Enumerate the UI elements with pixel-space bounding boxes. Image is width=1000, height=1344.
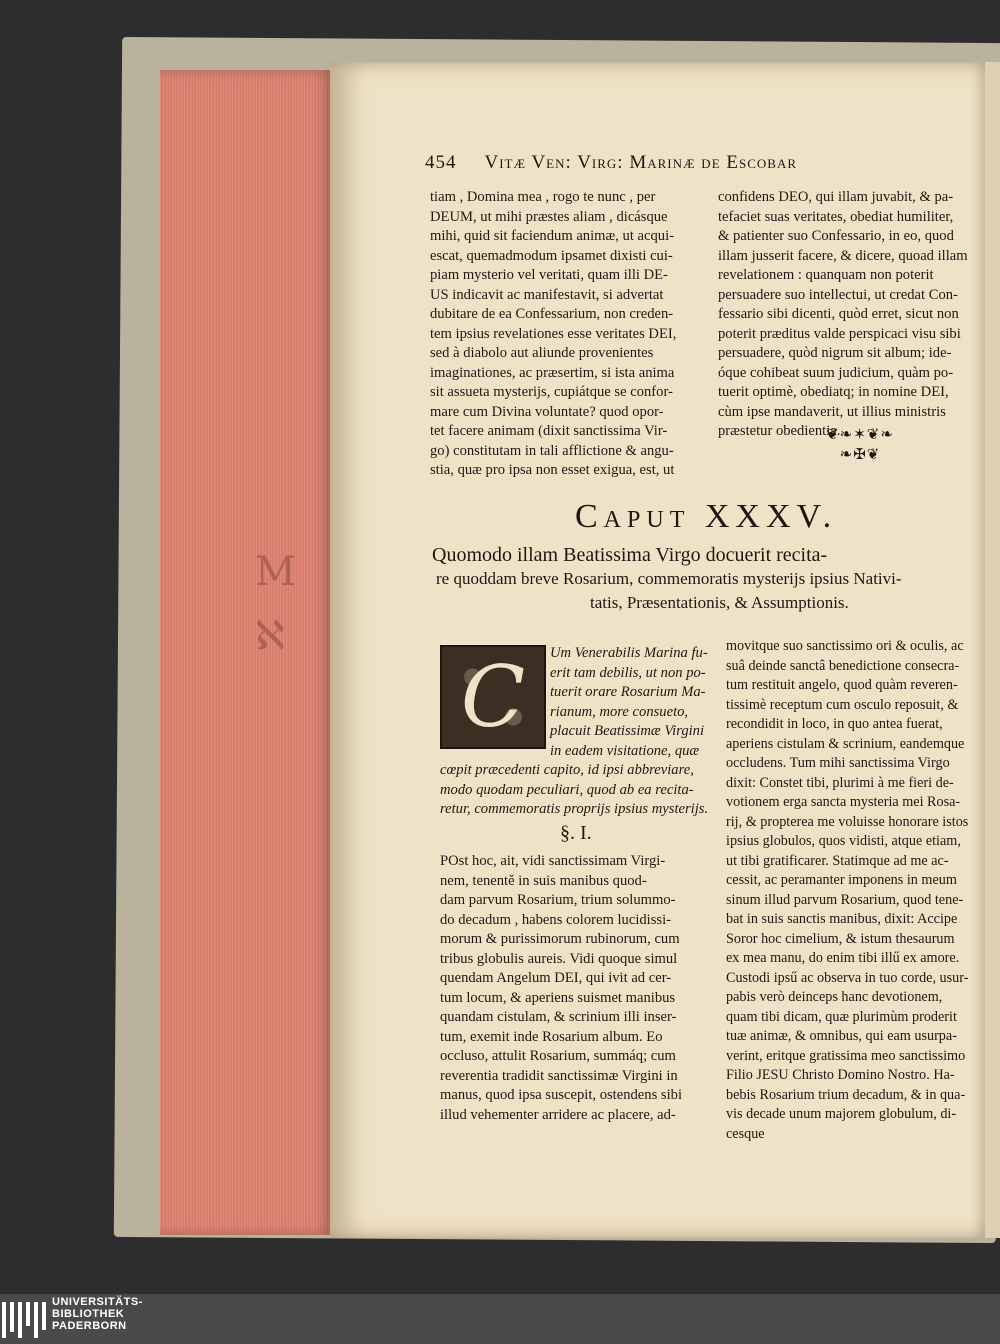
text-line: bebis Rosarium trium decadum, & in qua- [726, 1086, 966, 1103]
text-line: piam mysterio vel veritati, quam illi DE- [430, 267, 668, 283]
text-line: recondidit in loco, in quo antea fuerat, [726, 716, 943, 732]
text-line: tum locum, & aperiens suismet manibus [440, 989, 676, 1006]
bleed-through-marks: M ℵ [255, 549, 296, 659]
text-line: stia, quæ pro ipsa non esset exigua, est, ut [430, 462, 675, 478]
text-line: confidens DEO, qui illam juvabit, & pa- [718, 189, 954, 205]
text-line: verint, eritque gratissima meo sanctissimo [726, 1047, 966, 1064]
text-line: occluso, attulit Rosarium, summáq; cum [440, 1048, 676, 1064]
text-line: cùm ipse mandaverit, ut illius ministris [718, 403, 946, 420]
top-right-column [718, 188, 980, 442]
text-line: Um Venerabilis Marina fu- [550, 645, 708, 661]
chapter-title-line: Quomodo illam Beatissima Virgo docuerit recita- [432, 544, 828, 566]
text-line: US indicavit ac manifestavit, si advertat [430, 286, 664, 303]
text-line: placuit Beatissimæ Virgini [550, 723, 705, 739]
facing-page-strip [985, 62, 1000, 1238]
chapter-title [432, 543, 982, 615]
text-line: ut tibi gratificarer. Statimque ad me ac- [726, 852, 949, 869]
running-header [425, 152, 985, 174]
footer-bar [0, 1294, 1000, 1344]
chapter-title-line: tatis, Præsentationis, & Assumptionis. [590, 593, 849, 612]
text-line: tuerit orare Rosarium Ma- [550, 684, 706, 700]
text-line: retur, commemoratis proprijs ipsius mysterijs. [440, 801, 709, 817]
page-number: 454 [425, 152, 457, 173]
text-line: óque cohibeat suum judicium, quàm po- [718, 364, 954, 381]
text-line: tribus globulis aureis. Vidi quoque simul [440, 950, 678, 967]
chapter-title-line: re quoddam breve Rosarium, commemoratis mysterijs ipsius Nativi- [436, 569, 902, 588]
text-line: vis decade unum majorem globulum, di- [726, 1106, 957, 1122]
text-line: poterit præditus valde perspicaci visu sibi [718, 325, 961, 342]
text-line: suâ deinde sanctâ benedictione consecra- [726, 657, 960, 674]
text-line: pabis verò deinceps hanc devotionem, [726, 989, 943, 1005]
chapter-heading: Caput XXXV. [575, 498, 838, 535]
page-edges [160, 70, 335, 1235]
text-line: do decadum , habens colorem lucidissi- [440, 911, 672, 928]
text-line: escat, quemadmodum ipsamet dixisti cui- [430, 247, 673, 264]
text-line: votionem erga sancta mysteria mei Rosa- [726, 794, 961, 810]
chapter-intro [440, 644, 715, 820]
text-line: mihi, quid sit faciendum animæ, ut acqui- [430, 228, 674, 244]
running-title: Vitæ Ven: Virg: Marinæ de Escobar [484, 152, 798, 173]
text-line: sit assueta mysterijs, cupiátque se confor- [430, 384, 673, 400]
text-line: ipsius globulos, quos vidisti, atque etiam, [726, 833, 961, 849]
text-line: rij, & propterea me voluisse honorare istos [726, 813, 969, 830]
text-line: cœpit præcedenti capito, id ipsi abbreviare, [440, 762, 694, 778]
text-line: bat in suis sanctis manibus, dixit: Accipe [726, 911, 958, 927]
text-line: tum, exemit inde Rosarium album. Eo [440, 1028, 663, 1045]
text-line: quam tibi dicam, quæ plurimùm proderit [726, 1008, 957, 1025]
library-name [52, 1296, 143, 1332]
section-right-column [726, 637, 981, 1144]
text-line: erit tam debilis, ut non po- [550, 664, 706, 681]
text-line: persuadere suo intellectui, ut credat Con- [718, 286, 958, 303]
text-line: Filio JESU Christo Domino Nostro. Ha- [726, 1067, 955, 1083]
section-mark: §. I. [560, 822, 592, 844]
decorated-initial: C [440, 645, 546, 749]
top-left-column [430, 188, 708, 481]
text-line: tum restituit angelo, quod quàm reveren- [726, 677, 958, 693]
text-line: ex mea manu, do enim tibi illű ex amore. [726, 950, 960, 966]
text-line: illud vehementer arridere ac placere, ad- [440, 1106, 676, 1123]
text-line: rianum, more consueto, [550, 703, 689, 720]
library-name-line: UNIVERSITÄTS- [52, 1296, 143, 1308]
text-line: Custodi ipsű ac observa in tuo corde, usur- [726, 969, 969, 986]
text-line: & patienter suo Confessario, in eo, quod [718, 228, 954, 244]
ornament-line: ❦❧✶❦❧ [826, 427, 894, 443]
text-line: tissimè receptum cum osculo reposuit, & [726, 696, 959, 713]
text-line: movitque suo sanctissimo ori & oculis, ac [726, 638, 964, 654]
text-line: Soror hoc cimelium, & istum thesaurum [726, 930, 955, 947]
ornament-line: ❧✠❦ [839, 447, 881, 463]
text-line: persuadere, quòd nigrum sit album; ide- [718, 345, 952, 361]
text-line: reverentia tradidit sanctissimæ Virgini in [440, 1067, 678, 1084]
text-line: imaginationes, ac præsertim, si ista anima [430, 364, 675, 381]
text-line: dixit: Constet tibi, plurimi à me fieri de- [726, 774, 954, 791]
text-line: mare cum Divina voluntate? quod opor- [430, 403, 664, 420]
text-line: revelationem : quanquam non poterit [718, 267, 934, 283]
text-line: modo quodam peculiari, quod ab ea recita- [440, 781, 694, 798]
text-line: sed à diabolo aut aliunde provenientes [430, 345, 654, 361]
text-line: fessario sibi dicenti, quòd erret, sicut non [718, 306, 959, 322]
text-line: tuæ animæ, & omnibus, qui eam usurpa- [726, 1028, 957, 1044]
text-line: occludens. Tum mihi sanctissima Virgo [726, 755, 950, 771]
text-line: tiam , Domina mea , rogo te nunc , per [430, 189, 656, 205]
text-line: tefaciet suas veritates, obediat humiliter, [718, 208, 954, 225]
text-line: dam parvum Rosarium, trium solummo- [440, 892, 676, 908]
text-line: sinum illud parvum Rosarium, quod tene- [726, 891, 964, 908]
text-line: manus, quod ipsa suscepit, ostendens sibi [440, 1087, 682, 1103]
text-line: tuerit optimè, obediatq; in nomine DEI, [718, 384, 949, 400]
library-name-line: BIBLIOTHEK [52, 1308, 125, 1320]
section-left-column [440, 852, 720, 1125]
text-line: aperiens cistulam & scrinium, eandemque [726, 735, 965, 752]
text-line: illam jusserit facere, & dicere, quoad illam [718, 247, 968, 264]
text-line: præstetur obedientia. [718, 423, 841, 439]
text-line: tem ipsius revelationes esse veritates DEI, [430, 325, 677, 342]
library-name-line: PADERBORN [52, 1320, 127, 1332]
text-line: POst hoc, ait, vidi sanctissimam Virgi- [440, 853, 666, 869]
text-line: tet facere animam (dixit sanctissima Vir- [430, 423, 668, 439]
text-line: dubitare de ea Confessarium, non creden- [430, 306, 674, 322]
text-line: in eadem visitatione, quæ [550, 742, 700, 759]
text-line: cesque [726, 1125, 765, 1142]
text-line: morum & purissimorum rubinorum, cum [440, 931, 680, 947]
text-line: DEUM, ut mihi præstes aliam , dicásque [430, 208, 668, 225]
text-line: go) constitutam in tali afflictione & angu- [430, 442, 674, 459]
text-line: quandam cistulam, & scrinium illi inser- [440, 1009, 677, 1025]
ornament [805, 425, 915, 465]
text-line: nem, tenentě in suis manibus quod- [440, 872, 647, 889]
text-line: quendam Angelum DEI, qui ivit ad cer- [440, 970, 672, 986]
library-logo-icon [0, 1302, 48, 1338]
text-line: cessit, ac peramanter imponens in meum [726, 872, 957, 888]
